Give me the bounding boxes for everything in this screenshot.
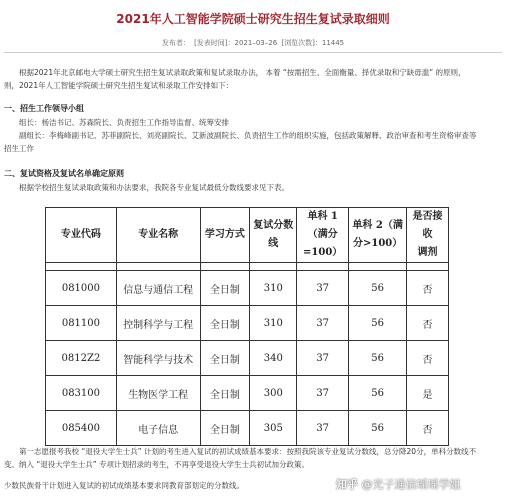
cell-subject-2: 56	[349, 376, 407, 411]
header-adj-bottom: 调剂	[417, 247, 438, 258]
table-row	[46, 341, 449, 376]
page-title: 2021年人工智能学院硕士研究生招生复试录取细则	[116, 12, 390, 26]
cell-name: 生物医学工程	[116, 376, 200, 411]
table-row	[46, 271, 449, 306]
header-s2-bottom: 分>100）	[352, 238, 403, 249]
header-score	[250, 208, 297, 263]
cell-code: 083100	[46, 376, 117, 411]
cell-adjust: 否	[407, 411, 449, 446]
table-gap-row	[46, 263, 449, 271]
cell-code: 085400	[46, 411, 117, 446]
cell-score: 340	[250, 341, 297, 376]
section-2-heading: 二、复试资格及复试名单确定原则	[4, 169, 124, 178]
header-subject-2	[349, 208, 407, 263]
meta-view-count: [浏览次数]：11445	[281, 39, 345, 47]
table-header-row	[46, 208, 449, 263]
section-1-heading: 一、招生工作领导小组	[4, 104, 84, 113]
meta-publish-time: [发表时间]：2021–03–26	[194, 39, 278, 47]
cell-adjust: 否	[407, 306, 449, 341]
cell-adjust: 否	[407, 271, 449, 306]
title-divider	[4, 52, 502, 53]
section-1-deputy-tail: 招生工作	[4, 144, 34, 153]
cell-code: 0812Z2	[46, 341, 117, 376]
cell-subject-1: 37	[297, 411, 349, 446]
header-s2-top: 单科 2（满	[352, 220, 403, 231]
cell-mode: 全日制	[200, 341, 250, 376]
section-1-leader: 组长：杨洁书记、苏森院长、负责招生工作指导监督、统筹安排	[19, 118, 229, 127]
header-subject-1	[297, 208, 349, 263]
cell-subject-2: 56	[349, 341, 407, 376]
cell-name: 电子信息	[116, 411, 200, 446]
header-s1-top: 单科 1（满分	[307, 211, 338, 240]
cell-mode: 全日制	[200, 306, 250, 341]
cell-name: 控制科学与工程	[116, 306, 200, 341]
cell-mode: 全日制	[200, 376, 250, 411]
cell-subject-1: 37	[297, 341, 349, 376]
watermark-author: @光子通信瑶瑶学姐	[361, 478, 461, 491]
cell-subject-1: 37	[297, 306, 349, 341]
cell-score: 310	[250, 271, 297, 306]
intro-line-2: 则，2021年人工智能学院硕士研究生招生复试和录取工作安排如下：	[4, 81, 234, 90]
cell-score: 300	[250, 376, 297, 411]
zhihu-watermark	[336, 476, 461, 492]
cell-adjust: 否	[407, 341, 449, 376]
cell-subject-2: 56	[349, 271, 407, 306]
header-score-top: 复试分数	[253, 220, 294, 231]
footer-line-3: 少数民族骨干计划进入复试的初试成绩基本要求同教育部划定的分数线。	[4, 481, 244, 490]
section-2-intro: 根据学校招生复试录取政策和办法要求，我院各专业复试最低分数线要求见下表。	[19, 183, 289, 192]
header-adjust	[407, 208, 449, 263]
table-row	[46, 376, 449, 411]
cell-subject-1: 37	[297, 376, 349, 411]
section-1-deputy: 副组长：李梅峰副书记、苏菲副院长、刘亮副院长、艾新波副院长、负责招生工作的组织实施，包括政策解释、政治审查和考生资格审查等	[19, 131, 477, 140]
cell-name: 信息与通信工程	[116, 271, 200, 306]
header-code: 专业代码	[46, 208, 117, 263]
table-row	[46, 411, 449, 446]
cell-subject-2: 56	[349, 411, 407, 446]
table-row	[46, 306, 449, 341]
cell-mode: 全日制	[200, 271, 250, 306]
cell-name: 智能科学与技术	[116, 341, 200, 376]
header-score-bottom: 线	[268, 238, 279, 249]
article-meta	[0, 38, 506, 48]
header-adj-top: 是否接收	[412, 211, 443, 240]
meta-publisher: 发布者：	[161, 39, 190, 47]
header-name: 专业名称	[116, 208, 200, 263]
cell-subject-2: 56	[349, 306, 407, 341]
footer-line-2: 变。纳入 “退役大学生士兵” 专项计划招录的考生，不再享受退役大学生士兵初试加分政策。	[4, 460, 310, 469]
cell-subject-1: 37	[297, 271, 349, 306]
cell-score: 310	[250, 306, 297, 341]
zhihu-logo: 知乎	[336, 478, 358, 491]
intro-line-1: 根据2021年北京邮电大学硕士研究生招生复试录取政策和复试录取办法， 本着 “按需招生、全面衡量、择优录取和宁缺毋滥” 的原则，	[19, 68, 466, 77]
score-table	[45, 207, 449, 446]
cell-adjust: 是	[407, 376, 449, 411]
cell-score: 305	[250, 411, 297, 446]
header-s1-bottom: =100）	[303, 247, 343, 258]
header-mode: 学习方式	[200, 208, 250, 263]
cell-mode: 全日制	[200, 411, 250, 446]
footer-line-1: 第一志愿报考我校 “退役大学生士兵” 计划的考生进入复试的初试成绩基本要求：按照我院该专业复试分数线，总分降20分，单科分数线不	[19, 447, 477, 456]
cell-code: 081100	[46, 306, 117, 341]
cell-code: 081000	[46, 271, 117, 306]
